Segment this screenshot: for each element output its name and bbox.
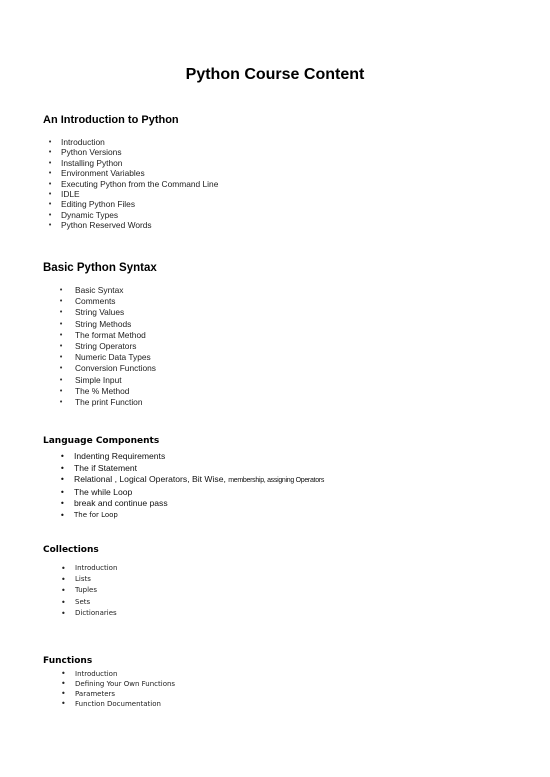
section-heading: Collections [43, 545, 99, 555]
bullet-icon: • [59, 353, 64, 362]
list-item: • Function Documentation [61, 699, 161, 708]
list-item: • The % Method [59, 385, 130, 396]
bullet-icon: • [59, 342, 64, 351]
list-item: • Tuples [61, 586, 97, 596]
bullet-icon: • [48, 169, 53, 178]
list-item: • Simple Input [59, 374, 122, 385]
list-item: • The for Loop [60, 510, 118, 520]
bullet-icon: • [59, 375, 64, 384]
list-item: • Numeric Data Types [59, 352, 151, 363]
list-item: • String Values [59, 307, 125, 318]
section-item-list [61, 669, 176, 709]
section-heading: An Introduction to Python [43, 114, 179, 126]
section-item-list [48, 137, 219, 231]
bullet-icon: • [60, 463, 65, 473]
list-item: • Dynamic Types [48, 209, 119, 220]
bullet-icon: • [48, 210, 53, 219]
bullet-icon: • [61, 689, 66, 698]
list-item: • The while Loop [60, 486, 133, 497]
bullet-icon: • [59, 364, 64, 373]
list-item: • String Methods [59, 318, 132, 329]
bullet-icon: • [60, 510, 65, 520]
list-item: • Conversion Functions [59, 363, 156, 374]
list-item: • Basic Syntax [59, 285, 124, 295]
bullet-icon: • [61, 699, 66, 708]
bullet-icon: • [60, 499, 65, 509]
section-item-list [61, 563, 118, 619]
section-heading: Functions [43, 656, 93, 666]
bullet-icon: • [60, 487, 65, 497]
bullet-icon: • [59, 308, 64, 317]
bullet-icon: • [61, 597, 66, 607]
bullet-icon: • [61, 608, 66, 618]
list-item: • break and continue pass [60, 498, 168, 509]
list-item: • Introduction [61, 669, 118, 678]
list-item: • Environment Variables [48, 168, 145, 179]
list-item: • The if Statement [60, 462, 138, 473]
bullet-icon: • [61, 564, 66, 573]
list-item: • Python Reserved Words [48, 220, 152, 231]
bullet-icon: • [59, 398, 64, 407]
bullet-icon: • [61, 575, 66, 585]
list-item: • Python Versions [48, 147, 122, 158]
bullet-icon: • [61, 669, 66, 678]
list-item: • Relational , Logical Operators, Bit Wise, membership, assigning Operators [60, 474, 325, 485]
bullet-icon: • [59, 386, 64, 395]
page-title: Python Course Content [185, 66, 365, 83]
section-item-list [59, 285, 156, 408]
bullet-icon: • [60, 452, 65, 461]
section-heading: Basic Python Syntax [43, 262, 157, 274]
bullet-icon: • [48, 148, 53, 157]
bullet-icon: • [61, 679, 66, 688]
list-item: • Introduction [48, 137, 105, 147]
bullet-icon: • [48, 138, 53, 146]
bullet-icon: • [59, 330, 64, 339]
list-item: • Indenting Requirements [60, 451, 166, 461]
list-item: • Installing Python [48, 157, 123, 168]
bullet-icon: • [59, 319, 64, 328]
bullet-icon: • [48, 190, 53, 199]
list-item: • String Operators [59, 341, 137, 352]
list-item: • The print Function [59, 397, 143, 408]
list-item: • Introduction [61, 564, 118, 573]
bullet-icon: • [48, 158, 53, 167]
bullet-icon: • [48, 221, 53, 230]
list-item: • Comments [59, 296, 116, 307]
list-item: • The format Method [59, 329, 146, 340]
list-item: • Dictionaries [61, 608, 117, 618]
list-item: • Sets [61, 597, 91, 607]
list-item: • Lists [61, 575, 91, 585]
list-item: • Defining Your Own Functions [61, 679, 176, 688]
bullet-icon: • [48, 200, 53, 209]
section-item-list [60, 451, 325, 522]
list-item: • Executing Python from the Command Line [48, 178, 219, 189]
list-item: • IDLE [48, 189, 80, 200]
bullet-icon: • [61, 586, 66, 596]
list-item: • Parameters [61, 689, 116, 698]
bullet-icon: • [59, 286, 64, 294]
section-heading: Language Components [43, 436, 160, 446]
bullet-icon: • [59, 297, 64, 306]
list-item: • Editing Python Files [48, 199, 136, 210]
bullet-icon: • [60, 475, 65, 485]
bullet-icon: • [48, 179, 53, 188]
